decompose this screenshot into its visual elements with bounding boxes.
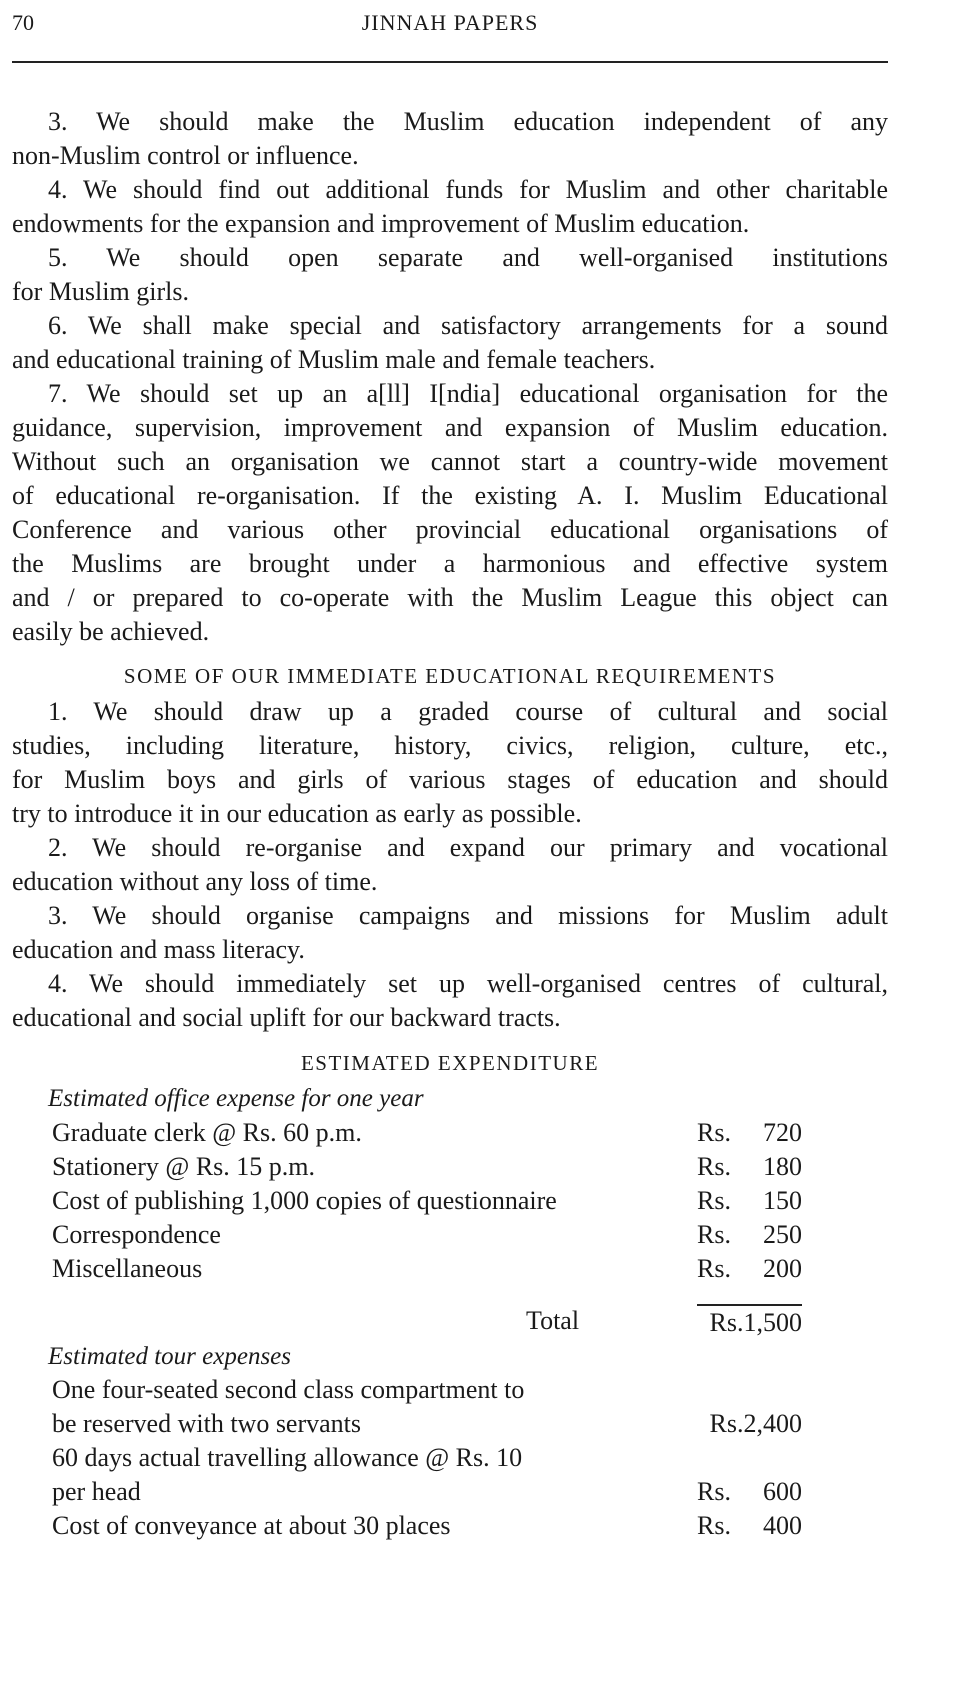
text-line: and educational training of Muslim male and female teachers.: [12, 345, 656, 374]
expense-row: [52, 1116, 802, 1150]
text-line: easily be achieved.: [12, 617, 210, 646]
expense-amount: 150: [763, 1186, 802, 1215]
expense-label: be reserved with two servants: [52, 1409, 362, 1438]
expense-label: Correspondence: [52, 1220, 221, 1249]
heading-estimated-expenditure: ESTIMATED EXPENDITURE: [300, 1051, 600, 1075]
text-line: for Muslim girls.: [12, 277, 189, 306]
text-line: 7. We should set up an a[ll] I[ndia] educational organisation for the: [48, 379, 888, 408]
running-head: JINNAH PAPERS: [361, 10, 539, 35]
total-label: Total: [526, 1306, 580, 1335]
text-line: educational and social uplift for our backward tracts.: [12, 1003, 561, 1032]
expense-amount: 600: [763, 1477, 802, 1506]
text-line: endowments for the expansion and improvement of Muslim education.: [12, 209, 750, 238]
expense-label: 60 days actual travelling allowance @ Rs. 10: [52, 1443, 523, 1472]
expense-amount: 180: [763, 1152, 802, 1181]
text-line: of educational re-organisation. If the existing A. I. Muslim Educational: [12, 481, 888, 510]
expense-row: [52, 1184, 802, 1218]
currency-label: Rs.: [697, 1511, 731, 1540]
text-line: non-Muslim control or influence.: [12, 141, 359, 170]
text-line: 6. We shall make special and satisfactory arrangements for a sound: [48, 311, 888, 340]
currency-label: Rs.: [697, 1220, 731, 1249]
expense-row: [52, 1509, 802, 1543]
currency-label: Rs.: [697, 1152, 731, 1181]
text-line: studies, including literature, history, civics, religion, culture, etc.,: [12, 731, 888, 760]
heading-immediate-requirements: SOME OF OUR IMMEDIATE EDUCATIONAL REQUIREMENTS: [123, 664, 777, 688]
expense-label: Cost of publishing 1,000 copies of questionnaire: [52, 1186, 557, 1215]
text-line: try to introduce it in our education as early as possible.: [12, 799, 582, 828]
text-line: for Muslim boys and girls of various stages of education and should: [12, 765, 888, 794]
expense-amount: 250: [763, 1220, 802, 1249]
expense-amount: 400: [763, 1511, 802, 1540]
expense-amount: 200: [763, 1254, 802, 1283]
text-line: 4. We should find out additional funds for Muslim and other charitable: [48, 175, 888, 204]
currency-label: Rs.: [697, 1118, 731, 1147]
expense-row: [52, 1407, 802, 1441]
text-line: 2. We should re-organise and expand our primary and vocational: [48, 833, 888, 862]
text-line: and / or prepared to co-operate with the Muslim League this object can: [12, 583, 888, 612]
office-expense-subtitle: Estimated office expense for one year: [48, 1085, 424, 1112]
expense-row: [52, 1150, 802, 1184]
expense-row: [52, 1252, 802, 1286]
expense-label: per head: [52, 1477, 141, 1506]
text-line: 3. We should organise campaigns and missions for Muslim adult: [48, 901, 888, 930]
expense-row: [52, 1218, 802, 1252]
expense-amount: Rs.2,400: [709, 1409, 802, 1438]
tour-expense-subtitle: Estimated tour expenses: [48, 1343, 292, 1370]
expense-amount: 720: [763, 1118, 802, 1147]
expense-row: [52, 1373, 802, 1407]
page-number: 70: [12, 10, 34, 35]
expense-label: Cost of conveyance at about 30 places: [52, 1511, 451, 1540]
text-line: education and mass literacy.: [12, 935, 305, 964]
total-value: Rs.1,500: [697, 1304, 802, 1340]
text-line: 3. We should make the Muslim education independent of any: [48, 107, 888, 136]
currency-label: Rs.: [697, 1186, 731, 1215]
currency-label: Rs.: [697, 1254, 731, 1283]
header-rule: [12, 61, 888, 63]
text-line: guidance, supervision, improvement and expansion of Muslim education.: [12, 413, 888, 442]
text-line: 1. We should draw up a graded course of cultural and social: [48, 697, 888, 726]
expense-label: Stationery @ Rs. 15 p.m.: [52, 1152, 315, 1181]
expense-row: [52, 1441, 802, 1475]
text-line: education without any loss of time.: [12, 867, 378, 896]
text-line: Conference and various other provincial educational organisations of: [12, 515, 888, 544]
text-line: 5. We should open separate and well-organised institutions: [48, 243, 888, 272]
text-line: the Muslims are brought under a harmonious and effective system: [12, 549, 888, 578]
expense-row: [52, 1475, 802, 1509]
expense-label: Graduate clerk @ Rs. 60 p.m.: [52, 1118, 362, 1147]
expense-label: One four-seated second class compartment to: [52, 1375, 525, 1404]
expense-label: Miscellaneous: [52, 1254, 203, 1283]
text-line: Without such an organisation we cannot start a country-wide movement: [12, 447, 888, 476]
text-line: 4. We should immediately set up well-organised centres of cultural,: [48, 969, 888, 998]
currency-label: Rs.: [697, 1477, 731, 1506]
